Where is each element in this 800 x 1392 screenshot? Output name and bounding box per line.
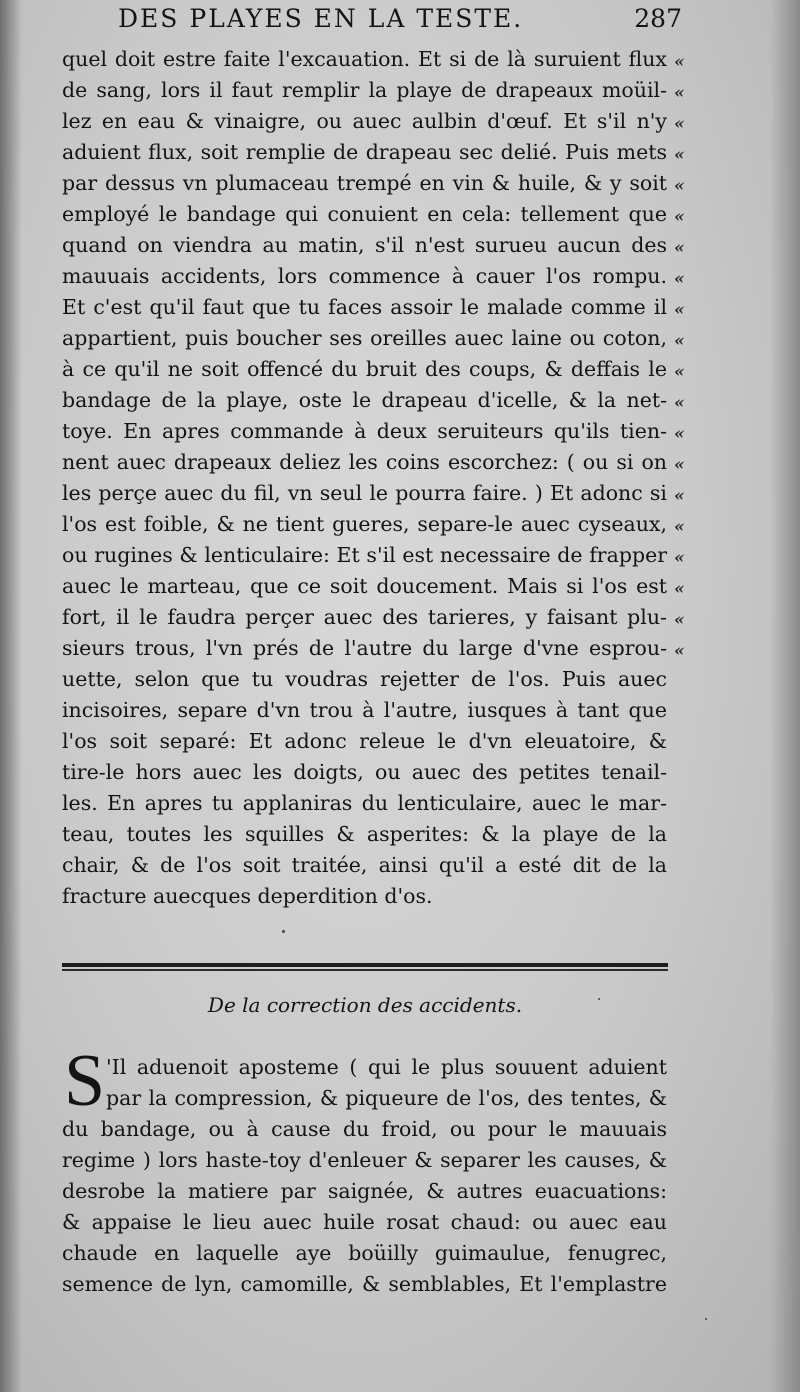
quote-mark: « bbox=[674, 362, 685, 382]
text-line: lez en eau & vinaigre, ou auec aulbin d'œuf. Et s'il n'y bbox=[62, 109, 667, 133]
text-line: fort, il le faudra perçer auec des tarieres, y faisant plu- bbox=[62, 605, 667, 629]
text-line: l'os est foible, & ne tient gueres, separe-le auec cyseaux, bbox=[62, 512, 667, 536]
page-edge-shadow bbox=[770, 0, 800, 1392]
text-line: tire-le hors auec les doigts, ou auec des petites tenail- bbox=[62, 760, 667, 784]
quote-mark: « bbox=[674, 207, 685, 227]
page-number: 287 bbox=[634, 4, 682, 33]
quote-mark: « bbox=[674, 486, 685, 506]
text-line: mauuais accidents, lors commence à cauer l'os rompu. bbox=[62, 264, 667, 288]
quote-mark: « bbox=[674, 393, 685, 413]
text-line: l'os soit separé: Et adonc releue le d'vn eleuatoire, & bbox=[62, 729, 667, 753]
text-line: auec le marteau, que ce soit doucement. Mais si l'os est bbox=[62, 574, 667, 598]
gutter-shadow bbox=[0, 0, 22, 1392]
quote-mark: « bbox=[674, 83, 685, 103]
section-divider-rule bbox=[62, 962, 668, 972]
quote-mark: « bbox=[674, 176, 685, 196]
paper-speck bbox=[598, 998, 600, 1000]
text-line: quel doit estre faite l'excauation. Et si de là suruient flux bbox=[62, 47, 667, 71]
quote-mark: « bbox=[674, 548, 685, 568]
quote-mark: « bbox=[674, 52, 685, 72]
text-line: desrobe la matiere par saignée, & autres euacuations: bbox=[62, 1179, 667, 1203]
quote-mark: « bbox=[674, 145, 685, 165]
quote-mark: « bbox=[674, 579, 685, 599]
quote-mark: « bbox=[674, 641, 685, 661]
quote-mark: « bbox=[674, 424, 685, 444]
running-title: DES PLAYES EN LA TESTE. bbox=[118, 4, 524, 33]
text-line: fracture auecques deperdition d'os. bbox=[62, 884, 433, 908]
text-line: teau, toutes les squilles & asperites: & la playe de la bbox=[62, 822, 667, 846]
text-line: chair, & de l'os soit traitée, ainsi qu'il a esté dit de la bbox=[62, 853, 667, 877]
text-line: Et c'est qu'il faut que tu faces assoir le malade comme il bbox=[62, 295, 667, 319]
margin-quote-marks bbox=[674, 44, 704, 664]
text-line: sieurs trous, l'vn prés de l'autre du large d'vne esprou- bbox=[62, 636, 667, 660]
section-heading: De la correction des accidents. bbox=[207, 993, 523, 1017]
text-line: chaude en laquelle aye boüilly guimaulue, fenugrec, bbox=[62, 1241, 667, 1265]
text-line: aduient flux, soit remplie de drapeau sec delié. Puis mets bbox=[62, 140, 667, 164]
paragraph-2 bbox=[62, 1052, 667, 1300]
text-line: à ce qu'il ne soit offencé du bruit des coups, & deffais le bbox=[62, 357, 667, 381]
text-line: 'Il aduenoit aposteme ( qui le plus souuent aduient bbox=[106, 1055, 667, 1079]
quote-mark: « bbox=[674, 517, 685, 537]
paper-speck bbox=[705, 1318, 707, 1320]
quote-mark: « bbox=[674, 331, 685, 351]
text-line: par dessus vn plumaceau trempé en vin & huile, & y soit bbox=[62, 171, 667, 195]
text-line: les. En apres tu applaniras du lenticulaire, auec le mar- bbox=[62, 791, 667, 815]
text-line: nent auec drapeaux deliez les coins escorchez: ( ou si on bbox=[62, 450, 667, 474]
text-line: du bandage, ou à cause du froid, ou pour le mauuais bbox=[62, 1117, 667, 1141]
paper-speck bbox=[282, 930, 285, 933]
text-line: bandage de la playe, oste le drapeau d'icelle, & la net- bbox=[62, 388, 667, 412]
text-line: semence de lyn, camomille, & semblables, Et l'emplastre bbox=[62, 1272, 667, 1296]
text-line: par la compression, & piqueure de l'os, des tentes, & bbox=[106, 1086, 667, 1110]
rule-thick-line bbox=[62, 963, 668, 967]
quote-mark: « bbox=[674, 300, 685, 320]
quote-mark: « bbox=[674, 269, 685, 289]
quote-mark: « bbox=[674, 114, 685, 134]
paragraph-1 bbox=[62, 44, 667, 912]
quote-mark: « bbox=[674, 455, 685, 475]
text-line: regime ) lors haste-toy d'enleuer & separer les causes, & bbox=[62, 1148, 667, 1172]
text-line: appartient, puis boucher ses oreilles auec laine ou coton, bbox=[62, 326, 667, 350]
drop-cap-initial: S bbox=[64, 1040, 106, 1122]
text-line: incisoires, separe d'vn trou à l'autre, iusques à tant que bbox=[62, 698, 667, 722]
text-line: & appaise le lieu auec huile rosat chaud: ou auec eau bbox=[62, 1210, 667, 1234]
text-line: ou rugines & lenticulaire: Et s'il est necessaire de frapper bbox=[62, 543, 667, 567]
text-line: uette, selon que tu voudras rejetter de l'os. Puis auec bbox=[62, 667, 667, 691]
rule-thin-line bbox=[62, 969, 668, 971]
text-line: employé le bandage qui conuient en cela: tellement que bbox=[62, 202, 667, 226]
text-line: les perçe auec du fil, vn seul le pourra faire. ) Et adonc si bbox=[62, 481, 667, 505]
text-line: toye. En apres commande à deux seruiteurs qu'ils tien- bbox=[62, 419, 667, 443]
text-line: de sang, lors il faut remplir la playe de drapeaux moüil- bbox=[62, 78, 667, 102]
quote-mark: « bbox=[674, 238, 685, 258]
quote-mark: « bbox=[674, 610, 685, 630]
text-line: quand on viendra au matin, s'il n'est surueu aucun des bbox=[62, 233, 667, 257]
